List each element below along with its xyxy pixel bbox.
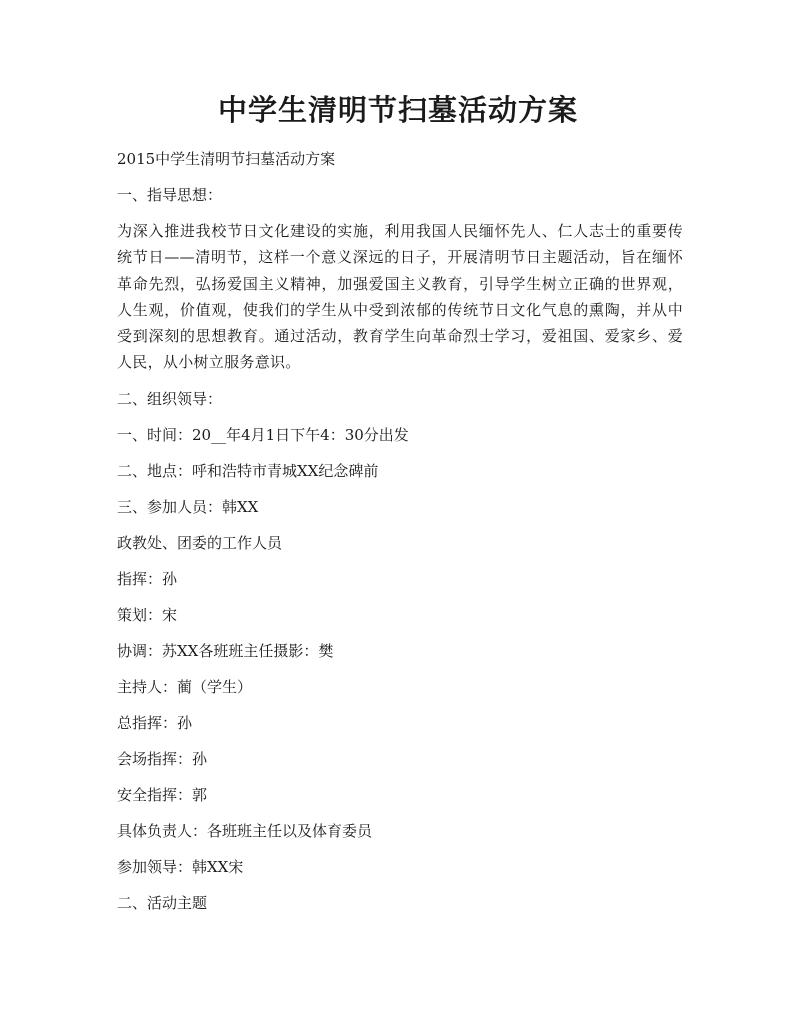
leaders-line: 参加领导：韩XX宋 [117,857,244,876]
document-title: 中学生清明节扫墓活动方案 [217,93,578,127]
planner-line: 策划：宋 [117,605,178,624]
chief-commander-line: 总指挥：孙 [117,713,193,732]
venue-commander-line: 会场指挥：孙 [117,749,208,768]
place-line: 二、地点：呼和浩特市青城XX纪念碑前 [117,461,379,480]
document-subtitle: 2015中学生清明节扫墓活动方案 [117,150,336,168]
safety-commander-line: 安全指挥：郭 [117,785,208,804]
responsible-line: 具体负责人：各班班主任以及体育委员 [117,821,373,840]
host-line: 主持人：蔺（学生） [117,677,253,696]
staff-line: 政教处、团委的工作人员 [117,533,283,552]
time-line: 一、时间：20__年4月1日下午4：30分出发 [117,425,409,444]
participants-line: 三、参加人员：韩XX [117,497,259,516]
section-heading-guiding: 一、指导思想： [117,186,223,204]
guiding-paragraph: 为深入推进我校节日文化建设的实施，利用我国人民缅怀先人、仁人志士的重要传统节日——清明节，这样一个意义深远的日子，开展清明节日主题活动，旨在缅怀革命先烈，弘扬爱国主义精神，加强爱国主义教育，引导学生树立正确的世界观，人生观，价值观，使我们的学生从中受到浓郁的传统节日文化气息的熏陶，并从中受到深刻的思想教育。通过活动，教育学生向革命烈士学习，爱祖国、爱家乡、爱人民，从小树立服务意识。 [117,222,683,372]
commander-line: 指挥：孙 [117,569,178,588]
coordinator-line: 协调：苏XX各班班主任摄影：樊 [117,641,334,660]
section-heading-theme: 二、活动主题 [117,893,208,912]
section-heading-organization: 二、组织领导： [117,389,223,408]
document-body [117,146,683,926]
